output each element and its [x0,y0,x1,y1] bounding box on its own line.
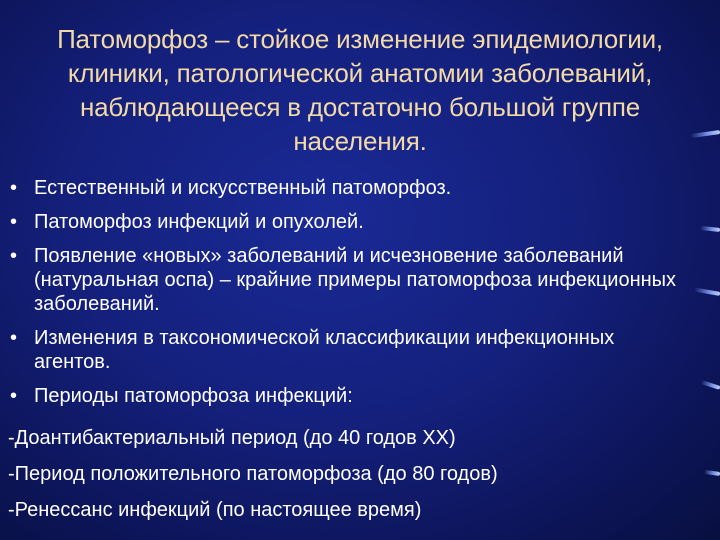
decorative-streak [700,226,720,232]
period-item: -Период положительного патоморфоза (до 80 годов) [8,463,498,485]
bullet-item [8,176,688,200]
decorative-streak [700,380,720,390]
bullet-icon: • [10,327,18,349]
bullet-item [8,384,688,408]
period-item: -Доантибактериальный период (до 40 годов ХХ) [8,427,456,449]
bullet-icon: • [10,385,18,407]
period-item: -Ренессанс инфекций (по настоящее время) [8,499,422,521]
bullet-icon: • [10,211,18,233]
bullet-item [8,210,688,234]
bullet-text: Изменения в таксономической классификации инфекционных агентов. [34,327,615,373]
bullet-list [8,176,688,418]
bullet-text: Появление «новых» заболеваний и исчезновение заболеваний (натуральная оспа) – крайние примеры патоморфоза инфекционных заболеваний. [34,245,677,315]
bullet-text: Периоды патоморфоза инфекций: [34,385,353,407]
decorative-streak [704,470,720,476]
bullet-item [8,244,688,316]
bullet-text: Естественный и искусственный патоморфоз. [34,177,452,199]
slide-title: Патоморфоз – стойкое изменение эпидемиологии, клиники, патологической анатомии заболеваний, наблюдающееся в достаточно большой группе населения. [57,24,663,156]
bullet-text: Патоморфоз инфекций и опухолей. [34,211,364,233]
bullet-item [8,326,688,374]
decorative-streak [694,288,720,296]
bullet-icon: • [10,245,18,267]
period-list [8,420,698,528]
bullet-icon: • [10,177,18,199]
